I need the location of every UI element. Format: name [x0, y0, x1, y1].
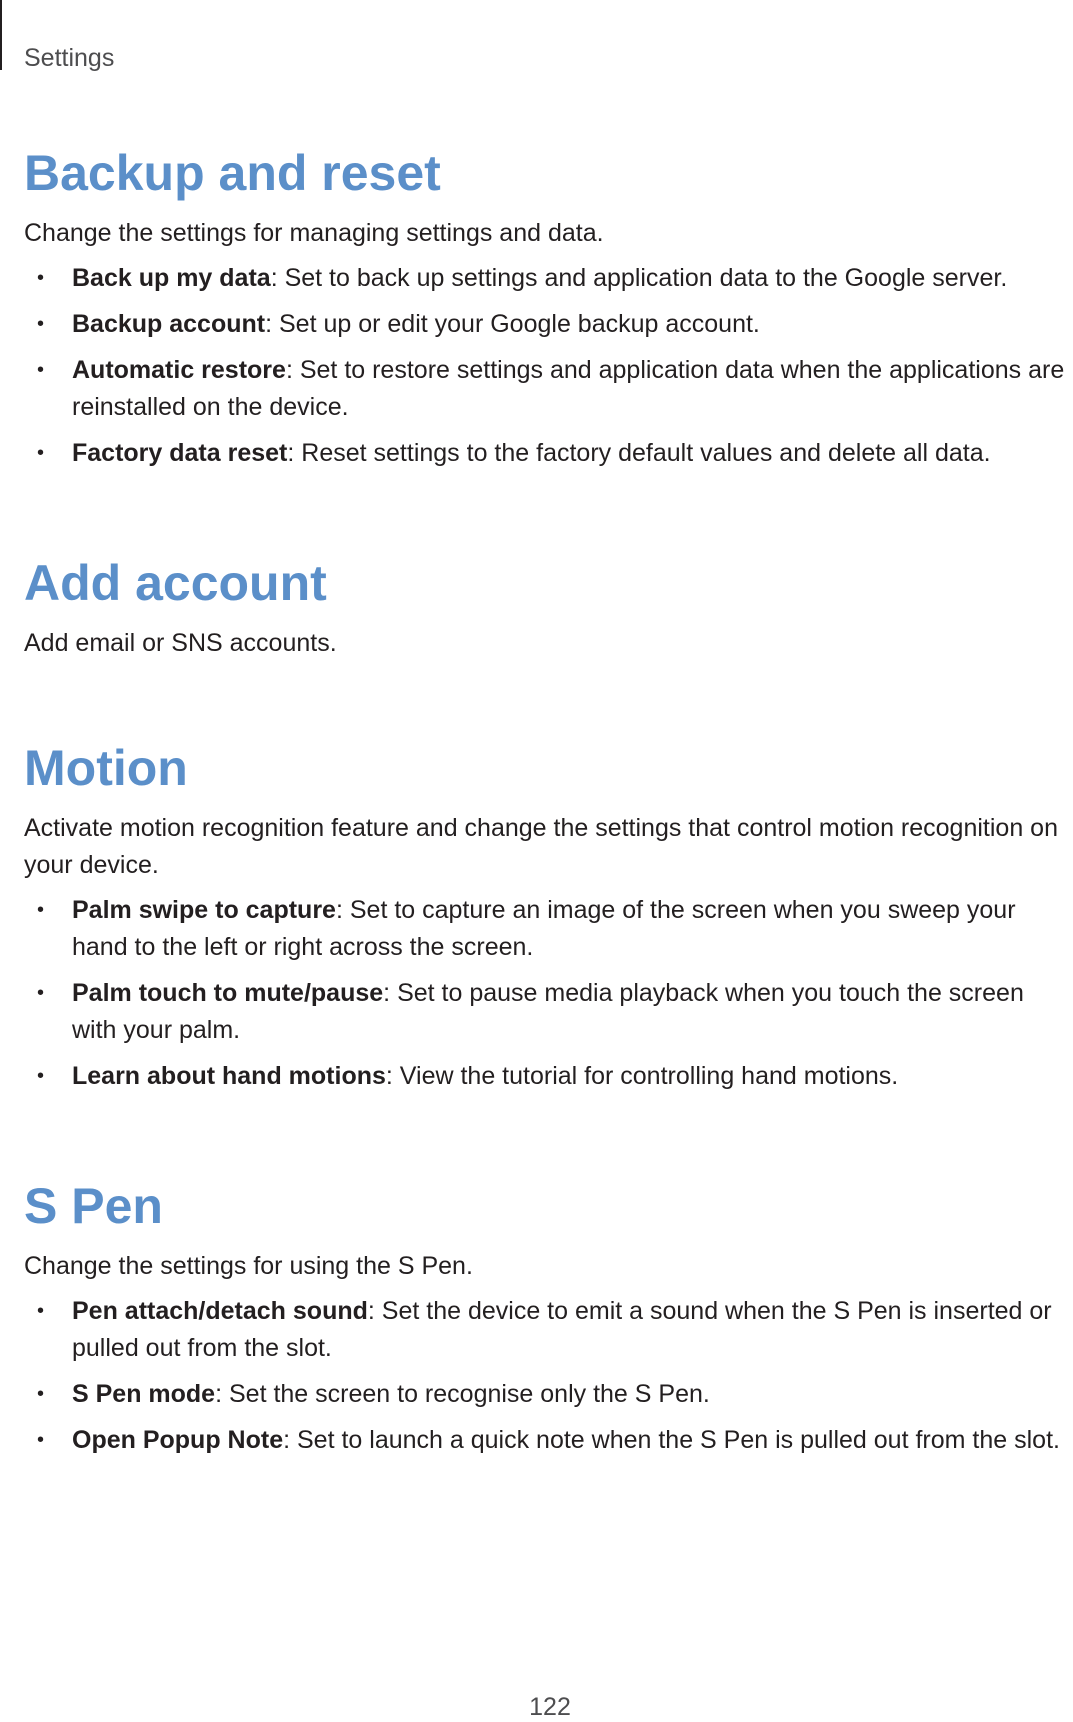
option-text: : Reset settings to the factory default values and delete all data.: [287, 439, 991, 467]
section-motion: [24, 738, 1073, 1104]
option-text: : Set the screen to recognise only the S Pen.: [215, 1380, 710, 1408]
option-term: S Pen mode: [72, 1380, 216, 1408]
section-add-account: [24, 553, 1073, 662]
section-title: Backup and reset: [24, 145, 441, 201]
option-term: Pen attach/detach sound: [72, 1297, 368, 1325]
section-description: Activate motion recognition feature and change the settings that control motion recognition on your device.: [24, 814, 1058, 879]
bullet-icon: •: [37, 1429, 45, 1451]
bullet-icon: •: [37, 1300, 45, 1322]
option-text: : Set the device to emit a sound when the S Pen is inserted or pulled out from the slot.: [72, 1297, 1052, 1362]
list-item: [24, 306, 1073, 343]
option-text: : View the tutorial for controlling hand motions.: [385, 1062, 899, 1090]
section-title: S Pen: [24, 1178, 163, 1234]
option-term: Back up my data: [72, 264, 271, 292]
option-text: : Set to launch a quick note when the S Pen is pulled out from the slot.: [283, 1426, 1060, 1454]
bullet-icon: •: [37, 442, 45, 464]
list-item: [24, 435, 1073, 472]
option-term: Open Popup Note: [72, 1426, 284, 1454]
option-list: [24, 1293, 1073, 1459]
bullet-icon: •: [37, 313, 45, 335]
list-item: [24, 892, 1073, 966]
option-text: : Set to pause media playback when you touch the screen with your palm.: [72, 979, 1024, 1044]
option-text: : Set up or edit your Google backup account.: [265, 310, 760, 338]
header-rule: [0, 0, 2, 70]
option-list: [24, 892, 1073, 1095]
option-text: : Set to back up settings and application data to the Google server.: [270, 264, 1008, 292]
page-number: 122: [529, 1693, 571, 1721]
bullet-icon: •: [37, 982, 45, 1004]
option-term: Factory data reset: [72, 439, 288, 467]
bullet-icon: •: [37, 899, 45, 921]
section-description: Add email or SNS accounts.: [24, 629, 337, 657]
bullet-icon: •: [37, 1065, 45, 1087]
option-text: : Set to restore settings and application data when the applications are reinstalled on the device.: [72, 356, 1065, 421]
section-description: Change the settings for managing settings and data.: [24, 219, 604, 247]
bullet-icon: •: [37, 1383, 45, 1405]
list-item: [24, 352, 1073, 426]
list-item: [24, 1058, 1073, 1095]
running-header: Settings: [24, 44, 115, 72]
list-item: [24, 975, 1073, 1049]
list-item: [24, 1422, 1073, 1459]
option-text: : Set to capture an image of the screen when you sweep your hand to the left or right across the screen.: [72, 896, 1016, 961]
option-list: [24, 260, 1073, 472]
option-term: Learn about hand motions: [72, 1062, 386, 1090]
bullet-icon: •: [37, 359, 45, 381]
option-term: Backup account: [72, 310, 266, 338]
option-term: Palm swipe to capture: [72, 896, 336, 924]
list-item: [24, 1293, 1073, 1367]
section-s-pen: [24, 1176, 1073, 1468]
list-item: [24, 1376, 1073, 1413]
section-backup-and-reset: [24, 143, 1073, 481]
option-term: Palm touch to mute/pause: [72, 979, 384, 1007]
section-description: Change the settings for using the S Pen.: [24, 1252, 473, 1280]
section-title: Motion: [24, 740, 188, 796]
option-term: Automatic restore: [72, 356, 286, 384]
bullet-icon: •: [37, 267, 45, 289]
list-item: [24, 260, 1073, 297]
section-title: Add account: [24, 555, 327, 611]
